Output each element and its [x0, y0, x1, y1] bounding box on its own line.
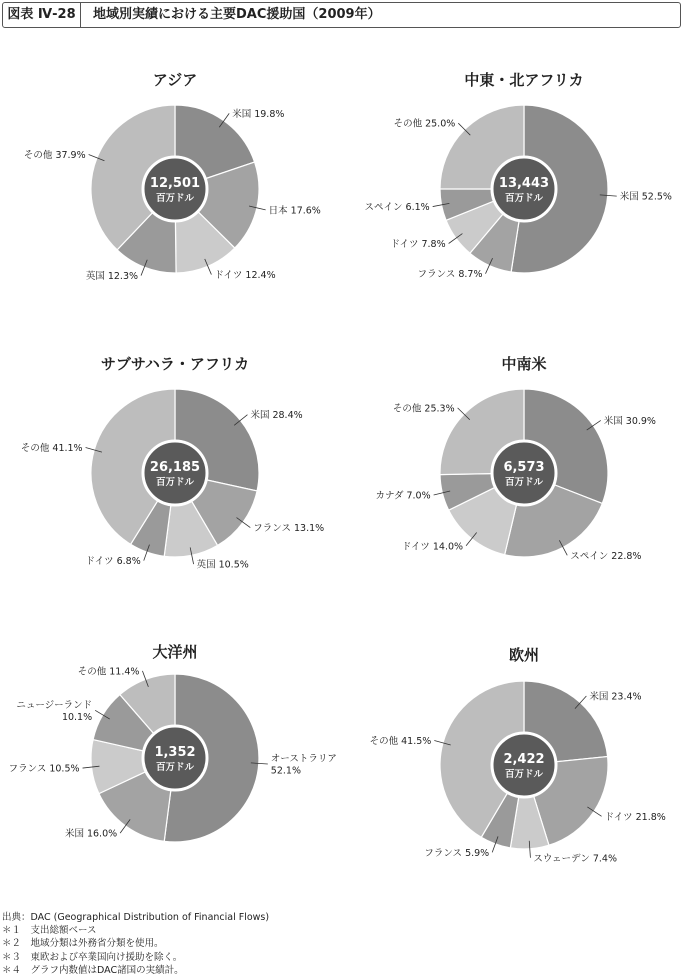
footnote-3: ＊３ 東欧および卒業国向け援助を除く。 — [2, 951, 183, 963]
center-unit: 百万ドル — [155, 477, 195, 488]
slice-label: 米国 16.0% — [64, 828, 118, 840]
center-total: 2,422 — [503, 752, 545, 767]
chart-title: アジア — [152, 71, 198, 89]
center-total: 1,352 — [154, 745, 196, 760]
slice-label: ドイツ 12.4% — [214, 270, 276, 282]
center-unit: 百万ドル — [504, 193, 544, 204]
figure-title: 地域別実績における主要DAC援助国（2009年） — [93, 7, 381, 22]
slice-label: ドイツ 6.8% — [85, 556, 141, 568]
chart-title: サブサハラ・アフリカ — [100, 355, 250, 373]
pie-chart — [365, 71, 672, 280]
slice-label: フランス 13.1% — [253, 523, 325, 535]
center-total: 13,443 — [498, 176, 550, 191]
footnote-2: ＊２ 地域分類は外務省分類を使用。 — [2, 938, 164, 950]
slice-label: スペイン 6.1% — [364, 202, 430, 214]
center-unit: 百万ドル — [155, 193, 195, 204]
figure-label: 図表 Ⅳ-28 — [3, 3, 81, 27]
center-unit: 百万ドル — [155, 762, 195, 773]
center-total: 26,185 — [149, 460, 201, 475]
slice-label: その他 11.4% — [77, 666, 140, 678]
slice-label: スペイン 22.8% — [570, 550, 642, 562]
slice-label: 米国 23.4% — [589, 691, 642, 703]
slice-label: フランス 8.7% — [417, 269, 483, 281]
pie-chart — [375, 355, 656, 562]
chart-title: 欧州 — [508, 646, 540, 664]
slice-label: その他 41.5% — [369, 735, 432, 747]
source-note: 出典：DAC (Geographical Distribution of Financial Flows) — [2, 912, 270, 923]
slice-label: その他 25.0% — [393, 118, 456, 130]
center-total: 6,573 — [503, 460, 545, 475]
footnote-1: ＊１ 支出総額ベース — [2, 925, 97, 937]
slice-label: カナダ 7.0% — [375, 490, 431, 502]
slice-label: フランス 5.9% — [424, 847, 490, 859]
slice-label: スウェーデン 7.4% — [533, 853, 618, 865]
slice-label: その他 37.9% — [23, 149, 86, 161]
slice-label: オーストラリア 52.1% — [270, 753, 337, 777]
slice-label: ドイツ 21.8% — [604, 811, 666, 823]
chart-title: 大洋州 — [152, 643, 198, 661]
slice-label: その他 25.3% — [392, 403, 455, 415]
slice-label: ドイツ 14.0% — [401, 541, 464, 553]
footnote-4: ＊４ グラフ内数値はDAC諸国の実績計。 — [2, 964, 184, 976]
slice-label: ドイツ 7.8% — [390, 239, 446, 250]
slice-label: 米国 52.5% — [619, 191, 672, 203]
slice-label: 英国 12.3% — [85, 271, 139, 283]
pie-chart — [24, 71, 321, 282]
slice-label: 米国 19.8% — [232, 108, 285, 120]
center-unit: 百万ドル — [504, 769, 544, 780]
chart-title: 中東・北アフリカ — [464, 71, 584, 89]
center-unit: 百万ドル — [504, 477, 544, 488]
pie-chart — [370, 646, 666, 864]
source-notes — [2, 911, 269, 977]
slice-label: その他 41.1% — [20, 442, 83, 454]
slice-label: 米国 28.4% — [250, 410, 303, 422]
center-total: 12,501 — [149, 176, 201, 191]
slice-label: ニュージーランド 10.1% — [16, 699, 93, 723]
slice-label: 日本 17.6% — [268, 205, 321, 217]
slice-label: 米国 30.9% — [603, 415, 656, 427]
pie-chart — [9, 643, 337, 842]
chart-title: 中南米 — [501, 355, 547, 373]
slice-label: フランス 10.5% — [8, 763, 80, 775]
pie-chart — [21, 355, 324, 571]
slice-label: 英国 10.5% — [196, 559, 249, 571]
